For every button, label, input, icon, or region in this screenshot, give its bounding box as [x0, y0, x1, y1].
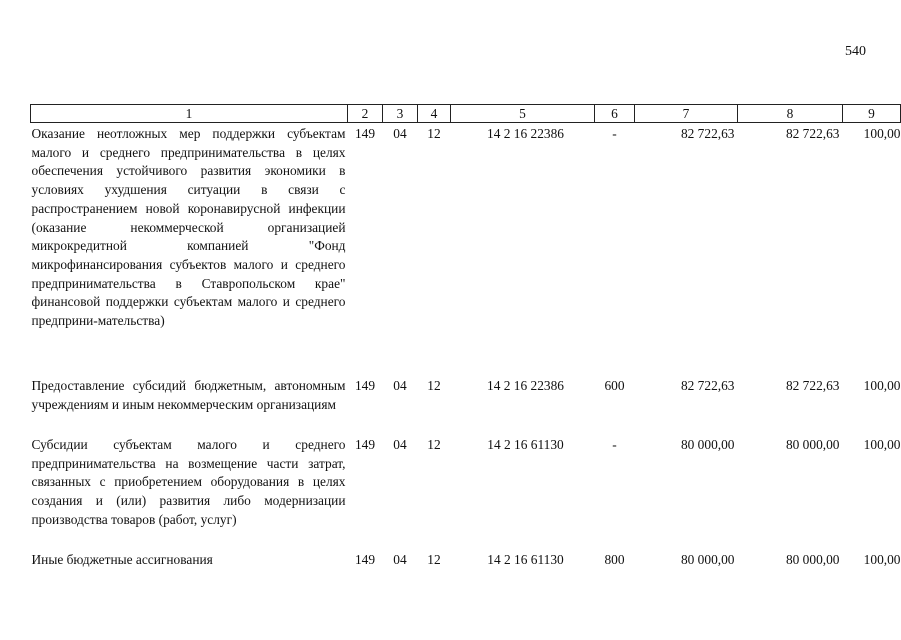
- table-row: [31, 123, 901, 370]
- row-code-6: -: [612, 126, 617, 141]
- header-col-4: 4: [418, 105, 451, 123]
- row-percent: 100,00: [863, 126, 901, 141]
- table-body: [31, 123, 901, 574]
- row-code-2: 149: [354, 437, 376, 452]
- row-code-2: 149: [354, 126, 376, 141]
- row-percent: 100,00: [863, 552, 901, 567]
- row-sum-7: 82 722,63: [680, 126, 735, 141]
- row-code-5: 14 2 16 61130: [487, 552, 564, 567]
- row-code-5: 14 2 16 61130: [487, 437, 564, 452]
- row-code-2: 149: [354, 378, 376, 393]
- row-name: Предоставление субсидий бюджетным, автономным учреждениям и иным некоммерческим организациям: [31, 378, 346, 412]
- row-name: Субсидии субъектам малого и среднего предпринимательства на возмещение части затрат, связанных с приобретением оборудования в целях создания и (или) развития либо модернизации производства товаров (работ, услуг): [31, 437, 346, 527]
- row-code-3: 04: [393, 126, 407, 141]
- header-col-2: 2: [348, 105, 383, 123]
- page-number: 540: [845, 44, 866, 59]
- budget-table: [30, 104, 901, 573]
- row-sum-8: 82 722,63: [785, 126, 840, 141]
- header-col-9: 9: [843, 105, 901, 123]
- row-code-4: 12: [427, 552, 441, 567]
- header-row: [31, 105, 901, 123]
- header-col-7: 7: [635, 105, 738, 123]
- table-row: [31, 436, 901, 551]
- row-sum-7: 82 722,63: [680, 378, 735, 393]
- table-row: [31, 551, 901, 573]
- row-sum-8: 80 000,00: [785, 437, 840, 452]
- row-code-5: 14 2 16 22386: [487, 378, 564, 393]
- row-code-6: -: [612, 437, 617, 452]
- row-name: Иные бюджетные ассигнования: [31, 552, 213, 567]
- header-col-8: 8: [738, 105, 843, 123]
- row-code-3: 04: [393, 437, 407, 452]
- row-code-5: 14 2 16 22386: [487, 126, 564, 141]
- row-percent: 100,00: [863, 437, 901, 452]
- row-sum-8: 82 722,63: [785, 378, 840, 393]
- row-code-6: 800: [604, 552, 625, 567]
- row-sum-8: 80 000,00: [785, 552, 840, 567]
- header-col-3: 3: [383, 105, 418, 123]
- row-code-4: 12: [427, 126, 441, 141]
- row-code-3: 04: [393, 378, 407, 393]
- row-code-2: 149: [354, 552, 376, 567]
- row-sum-7: 80 000,00: [680, 552, 735, 567]
- header-col-1: 1: [31, 105, 348, 123]
- row-code-4: 12: [427, 437, 441, 452]
- row-percent: 100,00: [863, 378, 901, 393]
- row-name: Оказание неотложных мер поддержки субъектам малого и среднего предпринимательства в целях обеспечения устойчивого развития экономики в условиях ухудшения ситуации в связи с распространением новой коронавирусной инфекции (оказание некоммерческой организацией микрокредитной компанией "Фонд микрофинансирования субъектов малого и среднего предпринимательства в Ставропольском крае" финансовой поддержки субъектам малого и среднего предприни-мательства): [31, 126, 346, 329]
- table-row: [31, 369, 901, 436]
- table-header: [31, 105, 901, 123]
- row-code-3: 04: [393, 552, 407, 567]
- row-sum-7: 80 000,00: [680, 437, 735, 452]
- row-code-4: 12: [427, 378, 441, 393]
- header-col-6: 6: [595, 105, 635, 123]
- row-code-6: 600: [604, 378, 625, 393]
- header-col-5: 5: [451, 105, 595, 123]
